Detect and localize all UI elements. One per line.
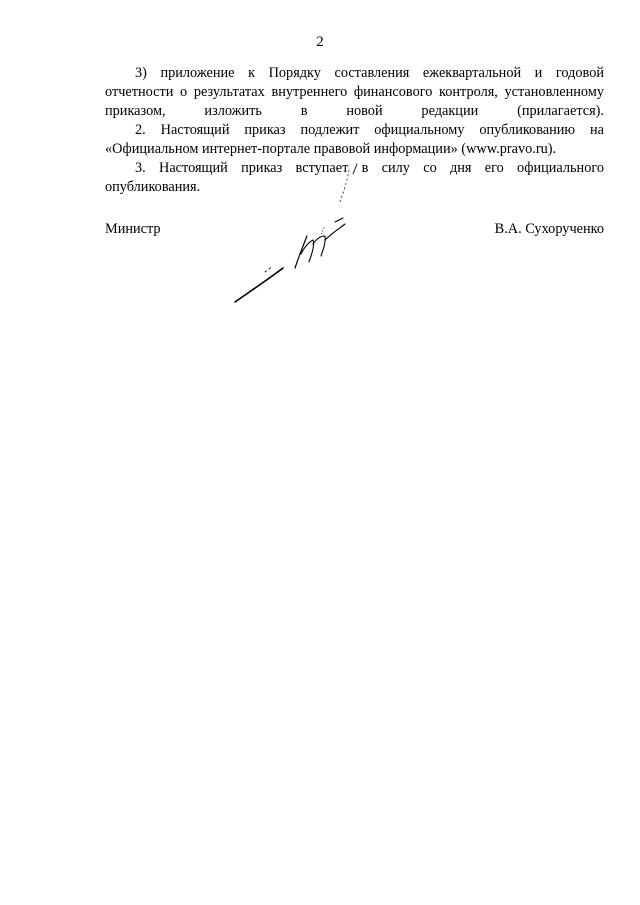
paragraph-publication: 2. Настоящий приказ подлежит официальному опубликованию на «Официальном интернет-портале правовой информации» (www.pravo.ru). (105, 122, 604, 157)
paragraph-entry-into-force: 3. Настоящий приказ вступает в силу со дня его официального опубликования. (105, 160, 604, 195)
page-number: 2 (316, 34, 324, 50)
signatory-name: В.А. Сухорученко (494, 221, 604, 237)
signatory-title: Министр (105, 221, 161, 237)
handwritten-signature (225, 160, 375, 310)
paragraph-appendix: 3) приложение к Порядку составления ежеквартальной и годовой отчетности о результатах внутреннего финансового контроля, установленному приказом, изложить в новой редакции (прилагается). (105, 65, 604, 119)
